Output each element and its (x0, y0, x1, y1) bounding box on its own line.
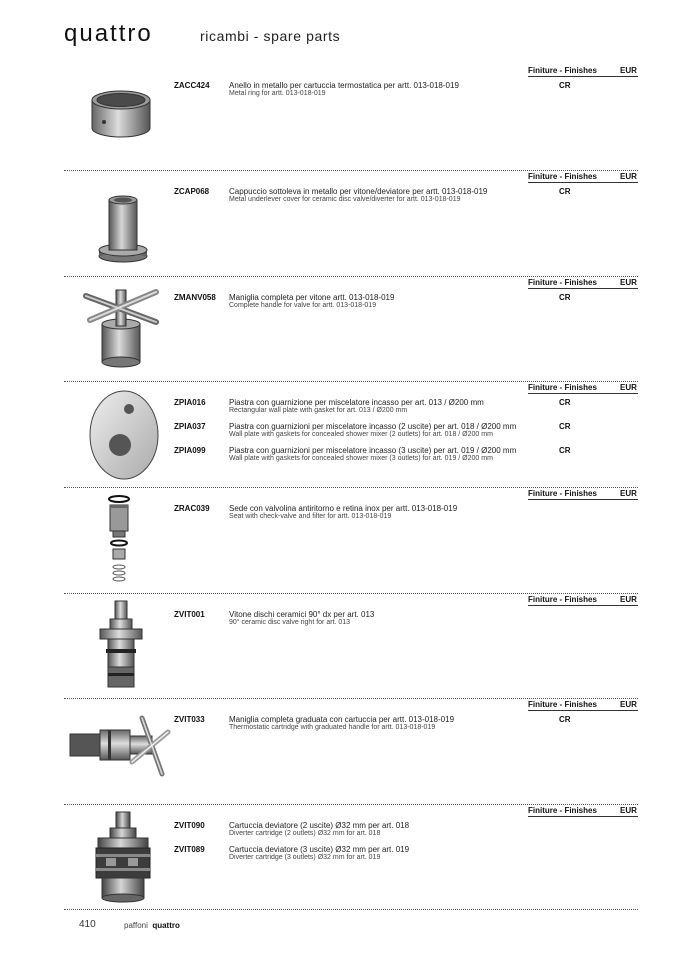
description-it: Cartuccia deviatore (3 uscite) Ø32 mm per art. 019 (229, 845, 410, 854)
description-it: Piastra con guarnizioni per miscelatore incasso (3 uscite) per art. 019 / Ø200 mm (229, 446, 517, 455)
description-en: Rectangular wall plate with gasket for art. 013 / Ø200 mm (229, 407, 408, 414)
page-brand-title: quattro (64, 20, 153, 47)
header-rule (528, 393, 638, 394)
part-code: ZVIT090 (174, 821, 205, 830)
finish-code: CR (559, 715, 571, 724)
footer-brand-prefix: paffoni (124, 921, 148, 930)
section-divider (64, 593, 638, 594)
part-section (0, 276, 678, 382)
section-divider (64, 804, 638, 805)
part-code: ZPIA099 (174, 446, 206, 455)
part-code: ZVIT001 (174, 610, 205, 619)
currency-header: EUR (620, 383, 637, 392)
finishes-header: Finiture - Finishes (528, 595, 597, 604)
header-rule (528, 710, 638, 711)
description-en: Thermostatic cartridge with graduated handle for artt. 013-018-019 (229, 724, 436, 731)
footer-brand-name: quattro (152, 921, 180, 930)
description-en: Diverter cartridge (2 outlets) Ø32 mm for art. 018 (229, 830, 381, 837)
currency-header: EUR (620, 700, 637, 709)
part-code: ZACC424 (174, 81, 210, 90)
description-en: Seat with check-valve and filter for artt. 013-018-019 (229, 513, 392, 520)
currency-header: EUR (620, 172, 637, 181)
part-code: ZPIA037 (174, 422, 206, 431)
description-it: Piastra con guarnizioni per miscelatore incasso (2 uscite) per art. 018 / Ø200 mm (229, 422, 517, 431)
header-rule (528, 816, 638, 817)
diverter-cartridge-illustration (92, 808, 154, 906)
part-code: ZCAP068 (174, 187, 210, 196)
finish-code: CR (559, 446, 571, 455)
part-code: ZVIT089 (174, 845, 205, 854)
part-section (0, 64, 678, 170)
description-en: Wall plate with gaskets for concealed shower mixer (3 outlets) for art. 019 / Ø200 mm (229, 455, 493, 462)
finish-code: CR (559, 422, 571, 431)
finish-code: CR (559, 398, 571, 407)
finishes-header: Finiture - Finishes (528, 489, 597, 498)
currency-header: EUR (620, 489, 637, 498)
thermostatic-cartridge-illustration (64, 712, 174, 784)
header-rule (528, 182, 638, 183)
underlever-cover-illustration (96, 190, 150, 268)
part-code: ZVIT033 (174, 715, 205, 724)
description-it: Cappuccio sottoleva in metallo per vitone/deviatore per artt. 013-018-019 (229, 187, 488, 196)
part-code: ZPIA016 (174, 398, 206, 407)
finishes-header: Finiture - Finishes (528, 278, 597, 287)
wall-plate-illustration (86, 387, 162, 483)
section-divider (64, 170, 638, 171)
footer-divider (64, 909, 638, 910)
description-en: Metal underlever cover for ceramic disc valve/diverter for artt. 013-018-019 (229, 196, 461, 203)
section-divider (64, 381, 638, 382)
description-en: Diverter cartridge (3 outlets) Ø32 mm for art. 019 (229, 854, 381, 861)
part-section (0, 698, 678, 804)
finishes-header: Finiture - Finishes (528, 383, 597, 392)
description-it: Vitone dischi ceramici 90° dx per art. 013 (229, 610, 375, 619)
part-row (0, 504, 678, 526)
description-it: Sede con valvolina antiritorno e retina inox per artt. 013-018-019 (229, 504, 458, 513)
footer-brand (124, 921, 180, 930)
currency-header: EUR (620, 278, 637, 287)
header-rule (528, 76, 638, 77)
description-it: Cartuccia deviatore (2 uscite) Ø32 mm per art. 018 (229, 821, 410, 830)
cross-handle-illustration (82, 282, 162, 372)
page-subtitle: ricambi - spare parts (200, 28, 341, 44)
finishes-header: Finiture - Finishes (528, 66, 597, 75)
finishes-header: Finiture - Finishes (528, 700, 597, 709)
description-en: Complete handle for valve for artt. 013-018-019 (229, 302, 377, 309)
part-section (0, 804, 678, 910)
finish-code: CR (559, 187, 571, 196)
finish-code: CR (559, 293, 571, 302)
description-it: Anello in metallo per cartuccia termostatica per artt. 013-018-019 (229, 81, 459, 90)
part-section (0, 593, 678, 699)
section-divider (64, 276, 638, 277)
ceramic-disc-valve-illustration (96, 599, 146, 693)
check-valve-seat-illustration (104, 493, 134, 585)
header-rule (528, 288, 638, 289)
description-it: Maniglia completa per vitone artt. 013-018-019 (229, 293, 395, 302)
header-rule (528, 499, 638, 500)
finishes-header: Finiture - Finishes (528, 172, 597, 181)
part-section (0, 170, 678, 276)
description-en: 90° ceramic disc valve right for art. 013 (229, 619, 351, 626)
section-divider (64, 487, 638, 488)
page-number: 410 (79, 919, 96, 930)
currency-header: EUR (620, 66, 637, 75)
currency-header: EUR (620, 595, 637, 604)
description-en: Wall plate with gaskets for concealed shower mixer (2 outlets) for art. 018 / Ø200 mm (229, 431, 493, 438)
description-it: Maniglia completa graduata con cartuccia per artt. 013-018-019 (229, 715, 455, 724)
description-it: Piastra con guarnizione per miscelatore incasso per art. 013 / Ø200 mm (229, 398, 484, 407)
part-code: ZRAC039 (174, 504, 210, 513)
part-section (0, 381, 678, 487)
metal-ring-illustration (86, 82, 156, 152)
section-divider (64, 698, 638, 699)
finish-code: CR (559, 81, 571, 90)
description-en: Metal ring for artt. 013-018-019 (229, 90, 326, 97)
header-rule (528, 605, 638, 606)
finishes-header: Finiture - Finishes (528, 806, 597, 815)
part-section (0, 487, 678, 593)
currency-header: EUR (620, 806, 637, 815)
part-code: ZMANV058 (174, 293, 216, 302)
